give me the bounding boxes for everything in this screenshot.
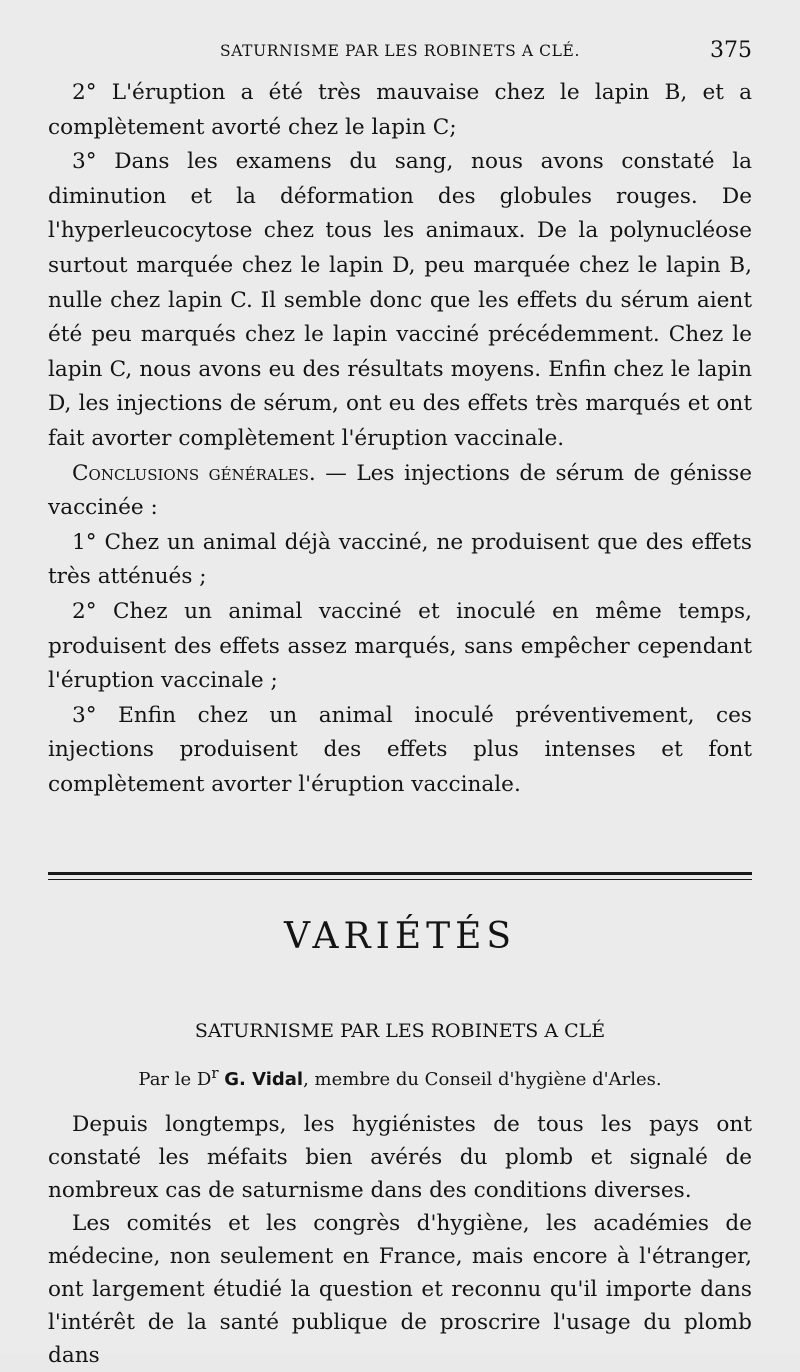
byline-suffix: , membre du Conseil d'hygiène d'Arles. xyxy=(303,1069,662,1090)
byline-superscript: r xyxy=(211,1064,219,1082)
page-number: 375 xyxy=(710,38,752,63)
conclusion-item: 2° Chez un animal vacciné et inoculé en même temps, produisent des effets assez marqués, sans empêcher cependant l'éruption vaccinale ; xyxy=(48,598,752,694)
byline xyxy=(48,1064,752,1090)
conclusions-text: — Les injections de sérum de génisse vaccinée : xyxy=(48,460,752,521)
paragraph: 3° Dans les examens du sang, nous avons constaté la diminution et la déformation des globules rouges. De l'hyperleucocytose chez tous les animaux. De la polynucléose surtout marquée chez le lapin D, peu marquée chez le lapin B, nulle chez lapin C. Il semble donc que les effets du sérum aient été peu marqués chez le lapin vacciné précédemment. Chez le lapin C, nous avons eu des résultats moyens. Enfin chez le lapin D, les injections de sérum, ont eu des effets très marqués et ont fait avorter complètement l'éruption vaccinale. xyxy=(48,149,752,451)
paragraph: 2° L'éruption a été très mauvaise chez le lapin B, et a complètement avorté chez le lapin C; xyxy=(48,80,752,140)
section-title: VARIÉTÉS xyxy=(283,916,517,957)
running-head xyxy=(48,38,752,66)
conclusion-item: 3° Enfin chez un animal inoculé préventivement, ces injections produisent des effets plus intenses et font complètement avorter l'éruption vaccinale. xyxy=(48,702,752,797)
body-text-bottom xyxy=(48,1108,752,1372)
section-divider xyxy=(48,872,752,880)
paragraph: Les comités et les congrès d'hygiène, les académies de médecine, non seulement en France, mais encore à l'étranger, ont largement étudié la question et reconnu qu'il importe dans l'intérêt de la santé publique de proscrire l'usage du plomb dans xyxy=(48,1211,752,1368)
conclusion-item: 1° Chez un animal déjà vacciné, ne produisent que des effets très atténués ; xyxy=(48,529,752,590)
divider-thin-rule xyxy=(48,879,752,880)
divider-thick-rule xyxy=(48,872,752,875)
article-title: SATURNISME PAR LES ROBINETS A CLÉ xyxy=(194,1020,606,1042)
running-title: SATURNISME PAR LES ROBINETS A CLÉ. xyxy=(220,42,580,60)
paragraph: Depuis longtemps, les hygiénistes de tous les pays ont constaté les méfaits bien avérés du plomb et signalé de nombreux cas de saturnisme dans des conditions diverses. xyxy=(48,1112,752,1203)
author-name: G. Vidal xyxy=(224,1069,304,1090)
conclusions-label: Conclusions générales. xyxy=(72,460,316,486)
byline-prefix: Par le D xyxy=(138,1069,212,1090)
body-text-top xyxy=(48,76,752,802)
conclusions-paragraph xyxy=(48,457,752,526)
